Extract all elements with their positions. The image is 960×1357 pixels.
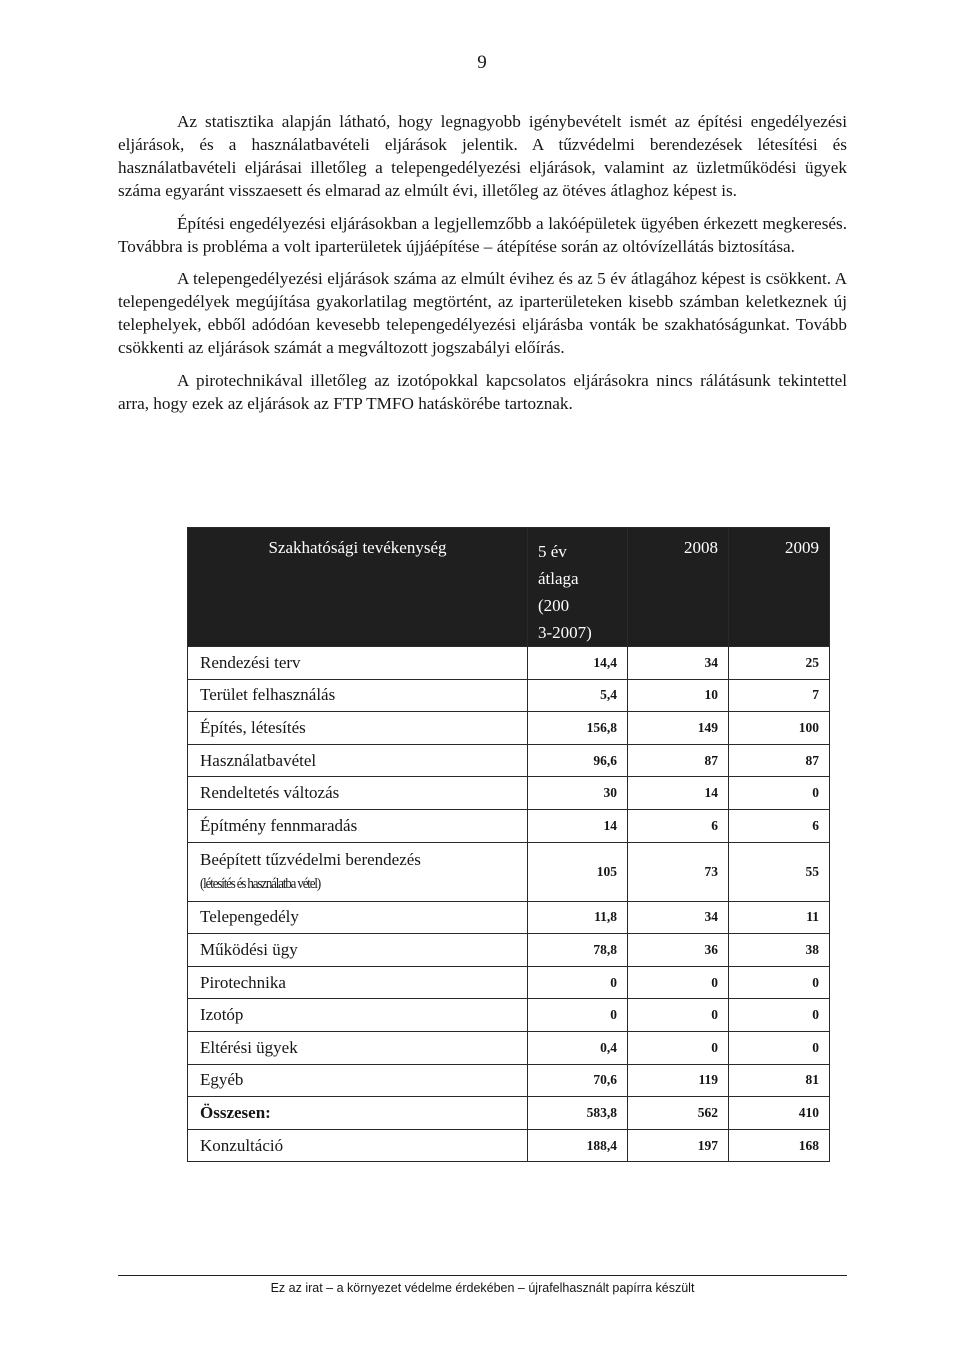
header-avg-line1: 5 év bbox=[538, 542, 567, 561]
value-2008: 34 bbox=[628, 647, 729, 680]
row-label-text: Egyéb bbox=[200, 1070, 244, 1090]
value-five-year-average: 96,6 bbox=[528, 744, 628, 777]
table-row bbox=[188, 1064, 830, 1097]
value-five-year-average: 5,4 bbox=[528, 679, 628, 712]
row-label bbox=[188, 1129, 528, 1162]
table-row bbox=[188, 842, 830, 901]
value-2009: 11 bbox=[729, 901, 830, 934]
body-text bbox=[118, 111, 847, 426]
value-five-year-average: 156,8 bbox=[528, 712, 628, 745]
value-five-year-average: 78,8 bbox=[528, 934, 628, 967]
table-row bbox=[188, 809, 830, 842]
value-2009: 87 bbox=[729, 744, 830, 777]
table-row bbox=[188, 647, 830, 680]
row-label bbox=[188, 934, 528, 967]
header-year-2009: 2009 bbox=[729, 528, 830, 647]
paragraph-statistics: Az statisztika alapján látható, hogy legnagyobb igénybevételt ismét az építési engedélyezési eljárások, és a használatbavételi eljárások jelentik. A tűzvédelmi berendezések létesítési és használatbavételi eljárásai illetőleg a telepengedélyezési eljárások, valamint az üzletműködési ügyek száma egyaránt visszaesett és elmarad az elmúlt évi, illetőleg az ötéves átlaghoz képest is. bbox=[118, 112, 847, 200]
table-row bbox=[188, 744, 830, 777]
row-label-text: Konzultáció bbox=[200, 1135, 284, 1155]
row-label bbox=[188, 1064, 528, 1097]
table-row bbox=[188, 777, 830, 810]
value-2008: 562 bbox=[628, 1097, 729, 1130]
table-row bbox=[188, 1097, 830, 1130]
row-label bbox=[188, 966, 528, 999]
value-2009: 100 bbox=[729, 712, 830, 745]
value-2009: 6 bbox=[729, 809, 830, 842]
footer-note: Ez az irat – a környezet védelme érdekében – újrafelhasznált papírra készült bbox=[270, 1281, 695, 1295]
authority-activity-table bbox=[187, 527, 830, 1162]
header-activity: Szakhatósági tevékenység bbox=[188, 528, 528, 647]
table-row bbox=[188, 1031, 830, 1064]
value-2009: 410 bbox=[729, 1097, 830, 1130]
value-2008: 0 bbox=[628, 1031, 729, 1064]
row-label bbox=[188, 901, 528, 934]
value-2008: 10 bbox=[628, 679, 729, 712]
header-avg-line2: átlaga bbox=[538, 569, 579, 588]
value-five-year-average: 0 bbox=[528, 966, 628, 999]
value-five-year-average: 11,8 bbox=[528, 901, 628, 934]
value-2008: 34 bbox=[628, 901, 729, 934]
table-row bbox=[188, 679, 830, 712]
row-label bbox=[188, 809, 528, 842]
page-number: 9 bbox=[477, 52, 487, 73]
value-2009: 0 bbox=[729, 999, 830, 1032]
row-label-text: Izotóp bbox=[200, 1005, 244, 1025]
value-five-year-average: 188,4 bbox=[528, 1129, 628, 1162]
paragraph-building-permits: Építési engedélyezési eljárásokban a legjellemzőbb a lakóépületek ügyében érkezett megkeresés. Továbbra is probléma a volt iparterületek újjáépítése – átépítése során az oltóvízellátás biztosítása. bbox=[118, 213, 847, 256]
value-2008: 6 bbox=[628, 809, 729, 842]
row-label bbox=[188, 1097, 528, 1130]
value-2008: 197 bbox=[628, 1129, 729, 1162]
row-label-text: Telepengedély bbox=[200, 907, 299, 927]
value-five-year-average: 105 bbox=[528, 842, 628, 901]
row-label bbox=[188, 679, 528, 712]
row-label-text: Pirotechnika bbox=[200, 972, 286, 992]
header-year-2008: 2008 bbox=[628, 528, 729, 647]
row-label bbox=[188, 744, 528, 777]
value-2008: 0 bbox=[628, 966, 729, 999]
header-avg-line4: 3-2007) bbox=[538, 623, 592, 642]
table-row bbox=[188, 1129, 830, 1162]
value-2008: 36 bbox=[628, 934, 729, 967]
table-row bbox=[188, 934, 830, 967]
row-label bbox=[188, 712, 528, 745]
row-label-text: Eltérési ügyek bbox=[200, 1037, 298, 1057]
paragraph-site-permits: A telepengedélyezési eljárások száma az elmúlt évihez és az 5 év átlagához képest is csökkent. A telepengedélyek megújítása gyakorlatilag megtörtént, az iparterületeken kisebb számban keletkeznek új telephelyek, ebből adódóan kevesebb telepengedélyezési eljárásba vonták be szakhatóságunkat. Tovább csökkenti az eljárások számát a megváltozott jogszabályi előírás. bbox=[118, 269, 847, 358]
row-label-text: Összesen: bbox=[200, 1102, 271, 1122]
paragraph-pyrotechnics: A pirotechnikával illetőleg az izotópokkal kapcsolatos eljárásokra nincs rálátásunk tekintettel arra, hogy ezek az eljárások az FTP TMFO hatáskörébe tartoznak. bbox=[118, 371, 847, 413]
row-label-text: Építés, létesítés bbox=[200, 717, 306, 737]
value-2009: 25 bbox=[729, 647, 830, 680]
row-label-text: Rendezési terv bbox=[200, 652, 301, 672]
row-label bbox=[188, 842, 528, 901]
row-label-text: Terület felhasználás bbox=[200, 685, 336, 705]
value-2009: 55 bbox=[729, 842, 830, 901]
row-label-text: Használatbavétel bbox=[200, 750, 317, 770]
value-2009: 0 bbox=[729, 966, 830, 999]
value-2009: 168 bbox=[729, 1129, 830, 1162]
row-label-text: Rendeltetés változás bbox=[200, 783, 340, 803]
row-label-text: Építmény fennmaradás bbox=[200, 815, 358, 835]
value-five-year-average: 14 bbox=[528, 809, 628, 842]
value-2008: 73 bbox=[628, 842, 729, 901]
value-2008: 14 bbox=[628, 777, 729, 810]
table-row bbox=[188, 712, 830, 745]
table-header-row bbox=[188, 528, 830, 647]
value-five-year-average: 30 bbox=[528, 777, 628, 810]
table-row bbox=[188, 901, 830, 934]
row-label bbox=[188, 777, 528, 810]
value-five-year-average: 0 bbox=[528, 999, 628, 1032]
header-avg-line3: (200 bbox=[538, 596, 570, 615]
value-2008: 87 bbox=[628, 744, 729, 777]
table-row bbox=[188, 999, 830, 1032]
value-2009: 0 bbox=[729, 777, 830, 810]
row-label-text: Működési ügy bbox=[200, 939, 298, 959]
value-five-year-average: 70,6 bbox=[528, 1064, 628, 1097]
value-2009: 38 bbox=[729, 934, 830, 967]
value-five-year-average: 583,8 bbox=[528, 1097, 628, 1130]
row-label bbox=[188, 1031, 528, 1064]
value-five-year-average: 0,4 bbox=[528, 1031, 628, 1064]
value-2009: 7 bbox=[729, 679, 830, 712]
value-2008: 0 bbox=[628, 999, 729, 1032]
row-label bbox=[188, 647, 528, 680]
value-2008: 149 bbox=[628, 712, 729, 745]
value-2008: 119 bbox=[628, 1064, 729, 1097]
row-sublabel-text: (létesítés és használatba vétel) bbox=[200, 875, 321, 892]
header-five-year-average bbox=[528, 528, 628, 647]
value-five-year-average: 14,4 bbox=[528, 647, 628, 680]
footer-divider bbox=[118, 1275, 847, 1276]
row-label-text: Beépített tűzvédelmi berendezés bbox=[200, 849, 421, 869]
table-body bbox=[188, 647, 830, 1162]
table-row bbox=[188, 966, 830, 999]
row-label bbox=[188, 999, 528, 1032]
value-2009: 81 bbox=[729, 1064, 830, 1097]
value-2009: 0 bbox=[729, 1031, 830, 1064]
